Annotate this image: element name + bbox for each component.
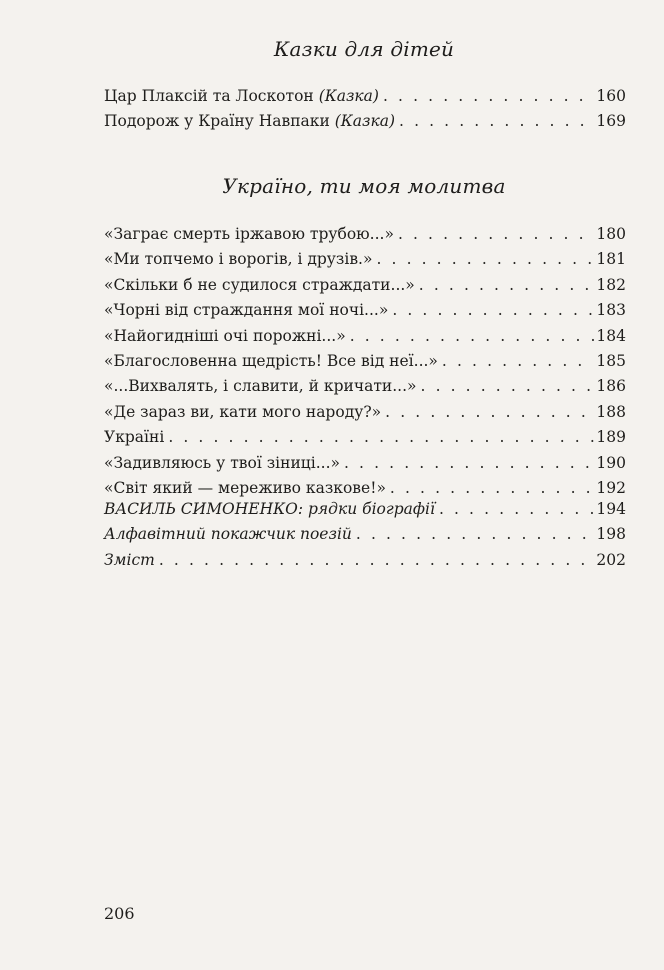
toc-entry [104, 374, 626, 399]
dot-leader [385, 400, 594, 425]
dot-leader [356, 522, 595, 547]
toc-entry [104, 400, 626, 425]
entry-title: «Заграє смерть іржавою трубою...» [104, 225, 394, 243]
toc-entry [104, 522, 626, 547]
entry-title: Алфавітний покажчик поезій [104, 525, 352, 544]
toc-entry [104, 349, 626, 374]
entry-title: «Задивляюсь у твої зіниці...» [104, 453, 340, 472]
entry-title: Україні [104, 428, 165, 447]
page-number: 206 [104, 904, 135, 923]
entry-note: (Казка) [318, 87, 379, 105]
entry-title: «Найогидніші очі порожні...» [104, 326, 346, 345]
entry-title: «Світ який — мереживо казкове!» [104, 478, 386, 497]
entry-title: «Скільки б не судилося страждати...» [104, 275, 415, 294]
entry-page: 192 [596, 478, 626, 497]
toc-entry [104, 451, 626, 476]
section-title-ukraine-prayer: Україно, ти моя молитва [222, 174, 506, 198]
entry-title: Цар Плаксій та Лоскотон (Казка) [104, 87, 379, 105]
entry-page: 188 [596, 402, 626, 421]
entry-title: Зміст [104, 550, 155, 569]
toc-entry [104, 109, 626, 134]
entry-page: 190 [596, 453, 626, 472]
entry-page: 198 [596, 525, 626, 544]
dot-leader [383, 84, 594, 109]
entry-title: «Де зараз ви, кати мого народу?» [104, 402, 382, 421]
toc-entry [104, 222, 626, 247]
entry-page: 194 [596, 500, 626, 518]
entry-page: 181 [596, 250, 626, 269]
dot-leader [439, 497, 594, 522]
dot-leader [344, 451, 594, 476]
toc-entry [104, 247, 626, 272]
toc-entry [104, 84, 626, 109]
dot-leader [376, 247, 594, 272]
entry-page: 160 [596, 87, 626, 105]
entry-page: 185 [596, 351, 626, 370]
toc-entry [104, 298, 626, 323]
entry-page: 202 [596, 550, 626, 569]
toc-appendix [104, 497, 626, 573]
dot-leader [398, 222, 594, 247]
dot-leader [421, 374, 595, 399]
dot-leader [392, 298, 594, 323]
entry-title: «...Вихвалять, і славити, й кричати...» [104, 377, 417, 396]
entry-page: 189 [596, 428, 626, 447]
entry-title: Подорож у Країну Навпаки (Казка) [104, 112, 396, 131]
entry-page: 183 [596, 301, 626, 320]
entry-title: ВАСИЛЬ СИМОНЕНКО: рядки біографії [104, 500, 435, 518]
dot-leader [168, 425, 594, 450]
dot-leader [159, 548, 595, 573]
entry-title: «Благословенна щедрість! Все від неї...» [104, 351, 438, 370]
entry-page: 180 [596, 225, 626, 243]
dot-leader [350, 324, 595, 349]
entry-page: 182 [596, 275, 626, 294]
toc-entry [104, 548, 626, 573]
entry-page: 186 [596, 377, 626, 396]
entry-title: «Чорні від страждання мої ночі...» [104, 301, 389, 320]
entry-page: 184 [596, 326, 626, 345]
toc-section-ukraine-prayer [104, 222, 626, 501]
toc-entry [104, 425, 626, 450]
dot-leader [442, 349, 594, 374]
toc-entry [104, 324, 626, 349]
toc-entry [104, 497, 626, 522]
toc-section-fairy-tales [104, 84, 626, 135]
toc-entry [104, 273, 626, 298]
dot-leader [419, 273, 595, 298]
section-title-fairy-tales: Казки для дітей [273, 37, 455, 61]
dot-leader [399, 109, 594, 134]
entry-page: 169 [596, 112, 626, 131]
entry-title: «Ми топчемо і ворогів, і друзів.» [104, 250, 373, 269]
entry-note: (Казка) [334, 112, 396, 131]
